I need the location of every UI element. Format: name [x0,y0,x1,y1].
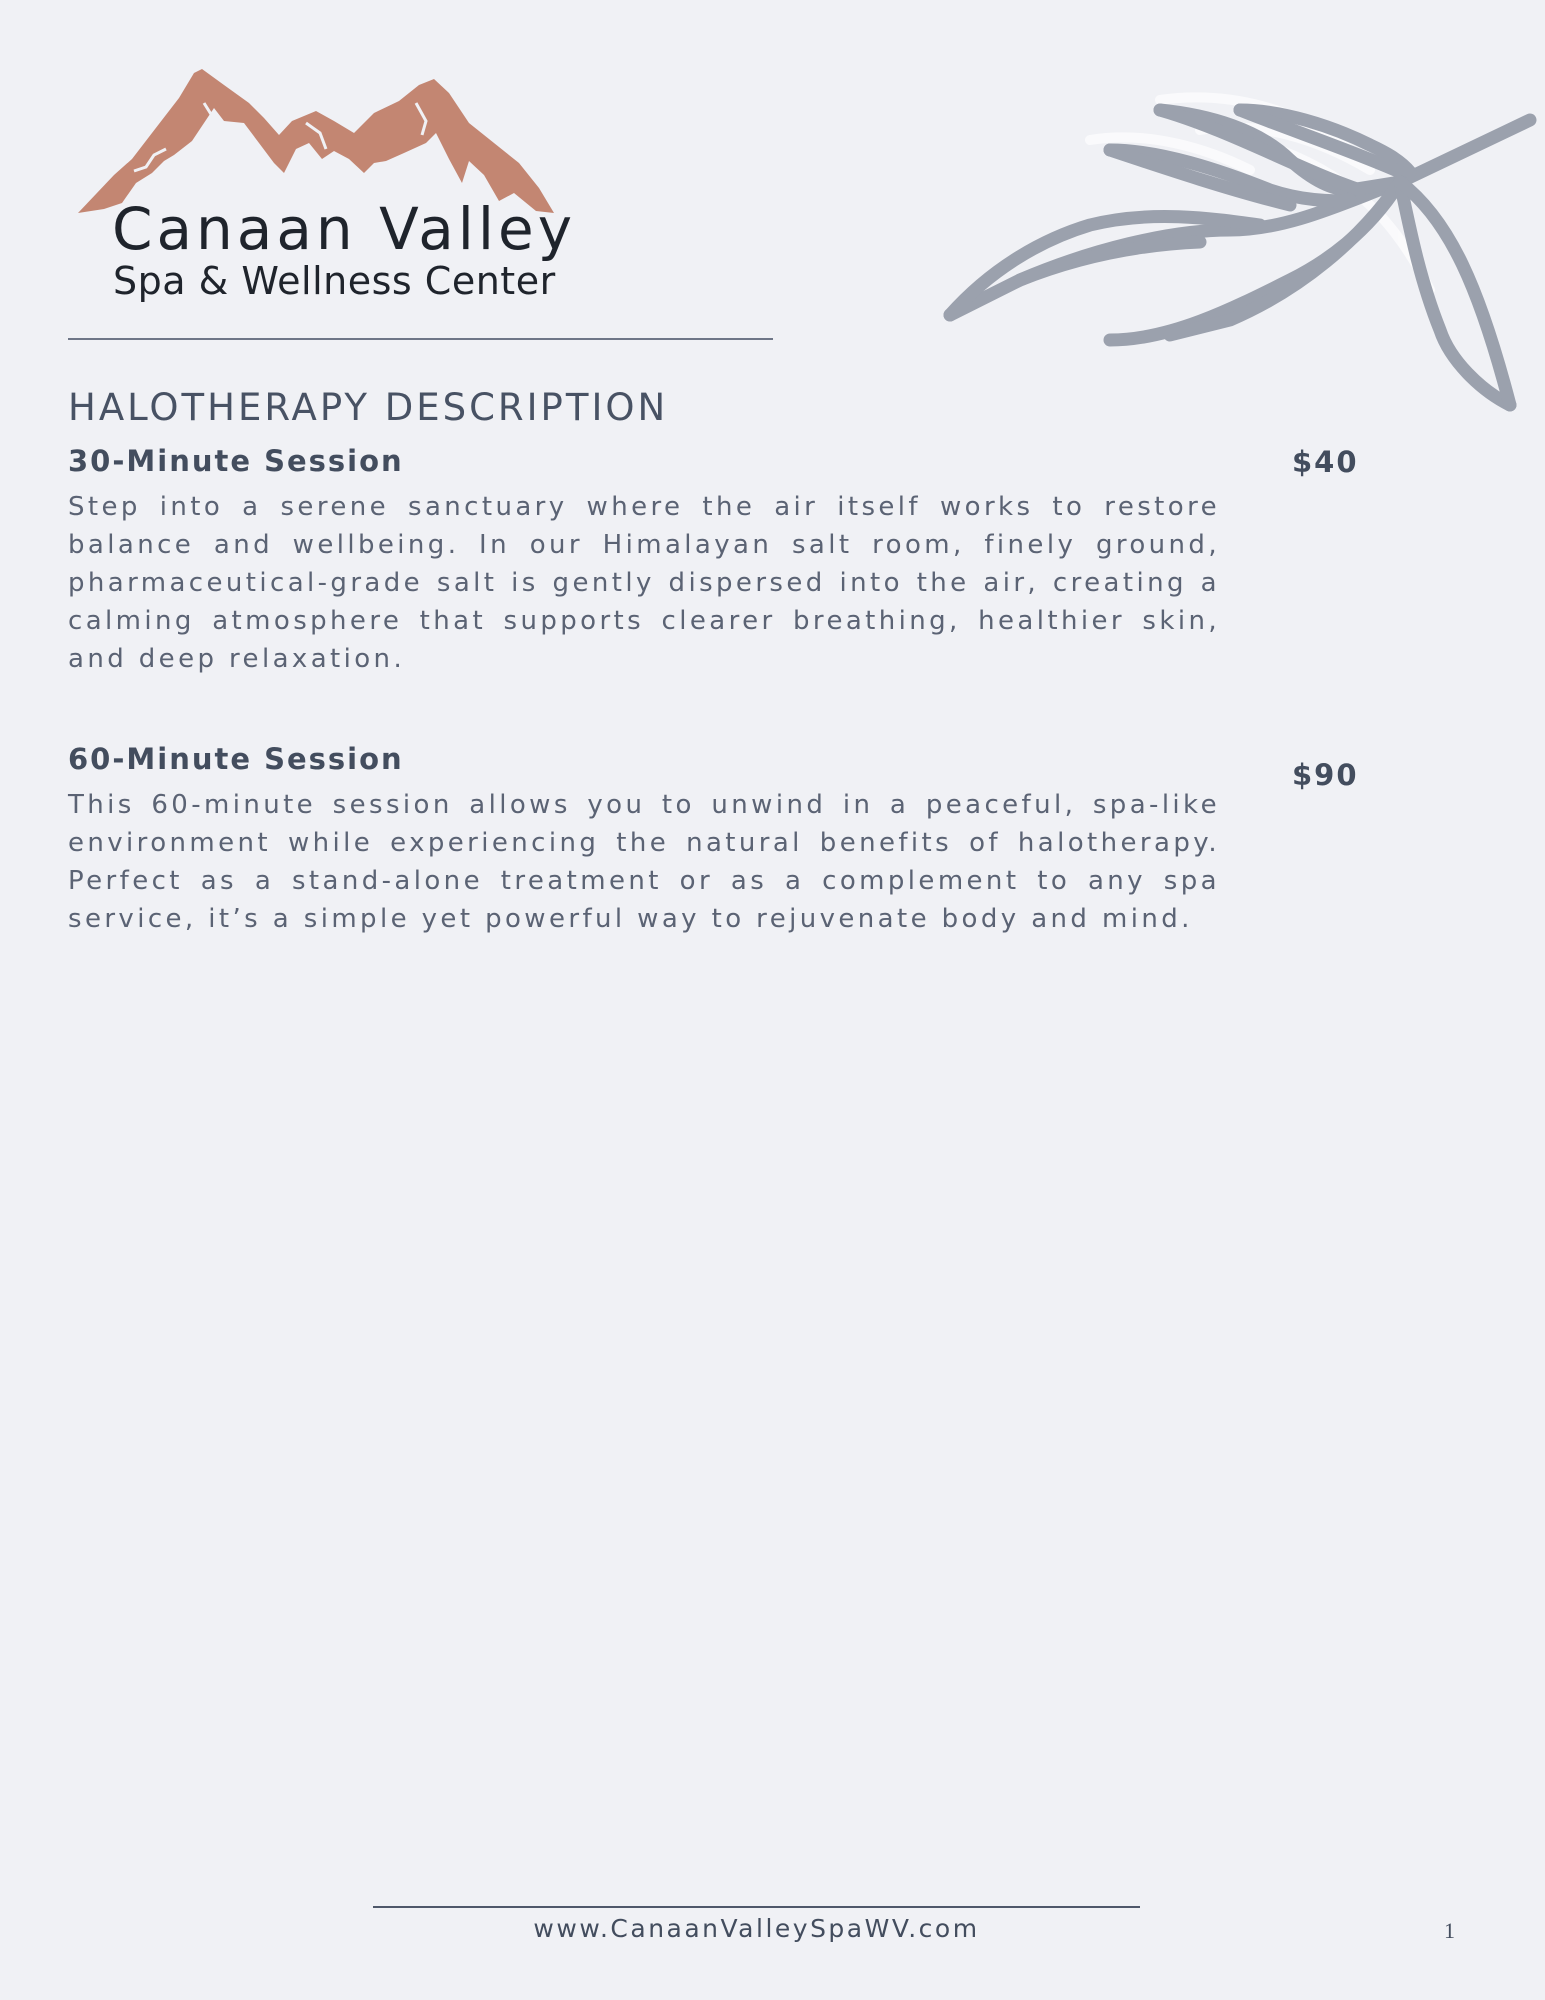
page-number: 1 [1444,1918,1455,1943]
session-title: 30-Minute Session [68,444,404,478]
logo-subtitle: Spa & Wellness Center [113,259,556,303]
footer-divider [373,1906,1140,1908]
section-title: HALOTHERAPY DESCRIPTION [68,386,669,429]
website-url: www.CanaanValleySpaWV.com [533,1914,980,1943]
session-description: Step into a serene sanctuary where the air itself works to restore balance and wellbeing. In our Himalayan salt room, finely ground, pharmaceutical-grade salt is gently dispersed into the air, creating a calming atmosphere that supports clearer breathing, healthier skin, and deep relaxation. [68,492,1220,674]
header-divider [68,338,773,340]
session-description: This 60-minute session allows you to unwind in a peaceful, spa-like environment while experiencing the natural benefits of halotherapy. Perfect as a stand-alone treatment or as a complement to any spa service, it’s a simple yet powerful way to rejuvenate body and mind. [68,790,1220,934]
leaf-branch-icon [930,90,1540,420]
session-price: $90 [1292,758,1359,792]
session-title: 60-Minute Session [68,742,404,776]
logo-title: Canaan Valley [112,195,577,263]
spa-logo [68,55,708,315]
session-price: $40 [1292,445,1359,479]
session-item [68,444,1220,678]
session-item [68,742,1220,938]
